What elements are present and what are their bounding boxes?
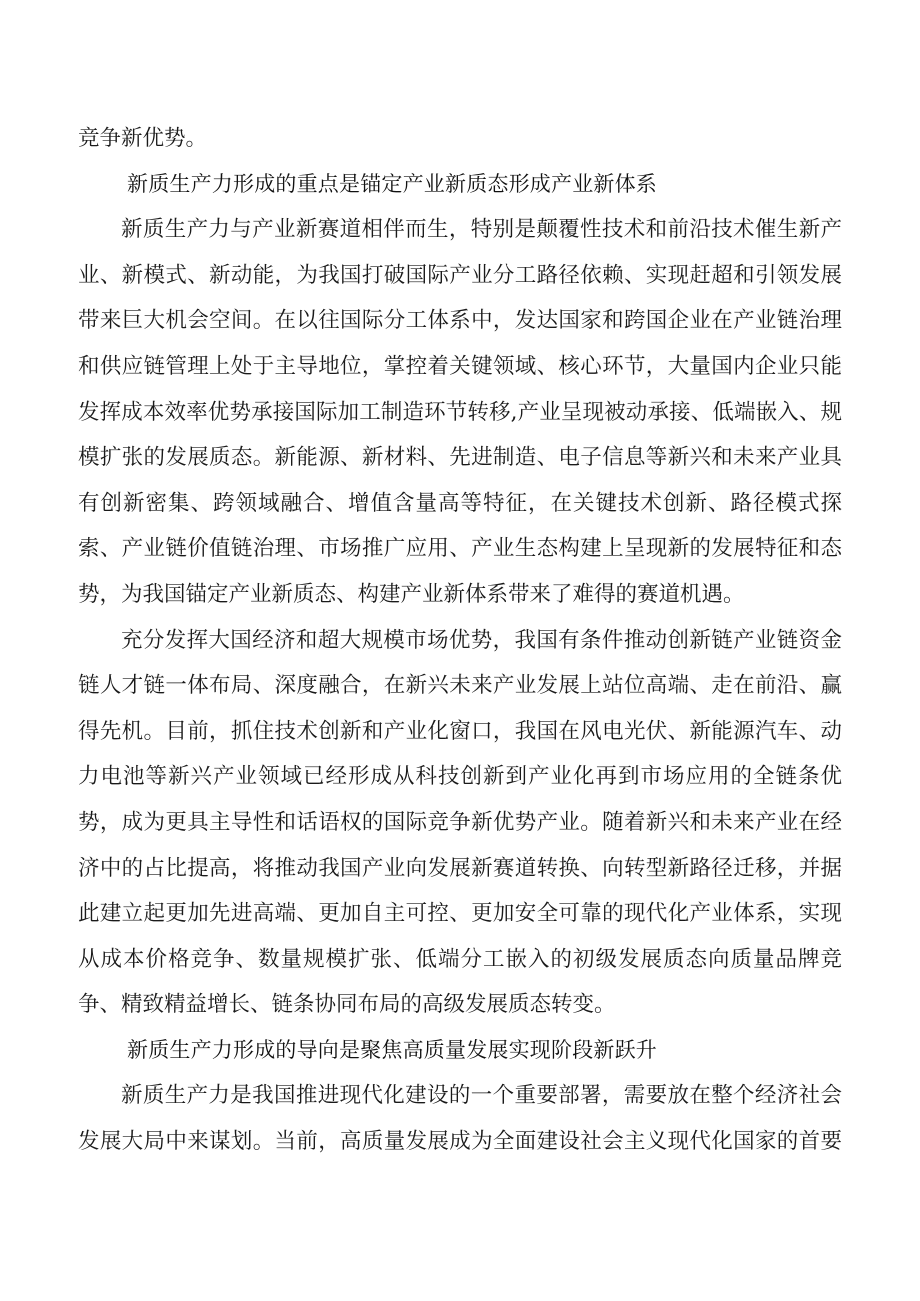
- section-heading-1: 新质生产力形成的重点是锚定产业新质态形成产业新体系: [127, 171, 657, 196]
- section-heading-2: 新质生产力形成的导向是聚焦高质量发展实现阶段新跃升: [127, 1037, 657, 1062]
- text-line: 新质生产力是我国推进现代化建设的一个重要部署，需要放在整个经济社会: [121, 1083, 842, 1109]
- text-line: 得先机。目前，抓住技术创新和产业化窗口，我国在风电光伏、新能源汽车、动: [78, 718, 842, 744]
- text-line: 济中的占比提高，将推动我国产业向发展新赛道转换、向转型新路径迁移，并据: [78, 855, 842, 881]
- text-line: 此建立起更加先进高端、更加自主可控、更加安全可靠的现代化产业体系，实现: [78, 901, 842, 927]
- text-line: 发挥成本效率优势承接国际加工制造环节转移,产业呈现被动承接、低端嵌入、规: [78, 399, 842, 425]
- text-line: 新质生产力与产业新赛道相伴而生，特别是颠覆性技术和前沿技术催生新产: [121, 217, 842, 243]
- section-1-paragraph-2: [78, 618, 842, 1028]
- text-line-last: 争、精致精益增长、链条协同布局的高级发展质态转变。: [78, 992, 616, 1018]
- text-line: 链人才链一体布局、深度融合，在新兴未来产业发展上站位高端、走在前沿、赢: [78, 673, 842, 699]
- text-line: 业、新模式、新动能，为我国打破国际产业分工路径依赖、实现赶超和引领发展: [78, 262, 842, 288]
- text-line: 从成本价格竞争、数量规模扩张、低端分工嵌入的初级发展质态向质量品牌竞: [78, 946, 842, 972]
- section-2-paragraph-1: [78, 1073, 842, 1164]
- text-line: 力电池等新兴产业领域已经形成从科技创新到产业化再到市场应用的全链条优: [78, 764, 842, 790]
- text-line: 势，成为更具主导性和话语权的国际竞争新优势产业。随着新兴和未来产业在经: [78, 809, 842, 835]
- section-1-paragraph-1: [78, 207, 842, 617]
- text-line: 带来巨大机会空间。在以往国际分工体系中，发达国家和跨国企业在产业链治理: [78, 308, 842, 334]
- text-line: 和供应链管理上处于主导地位，掌控着关键领域、核心环节，大量国内企业只能: [78, 353, 842, 379]
- text-line: 模扩张的发展质态。新能源、新材料、先进制造、电子信息等新兴和未来产业具: [78, 445, 842, 471]
- text-line: 索、产业链价值链治理、市场推广应用、产业生态构建上呈现新的发展特征和态: [78, 536, 842, 562]
- text-line: 充分发挥大国经济和超大规模市场优势，我国有条件推动创新链产业链资金: [121, 627, 842, 653]
- opening-line: 竞争新优势。: [78, 126, 208, 151]
- text-line: 有创新密集、跨领域融合、增值含量高等特征，在关键技术创新、路径模式探: [78, 490, 842, 516]
- text-line-last: 势，为我国锚定产业新质态、构建产业新体系带来了难得的赛道机遇。: [78, 581, 745, 607]
- text-line: 发展大局中来谋划。当前，高质量发展成为全面建设社会主义现代化国家的首要: [78, 1129, 842, 1155]
